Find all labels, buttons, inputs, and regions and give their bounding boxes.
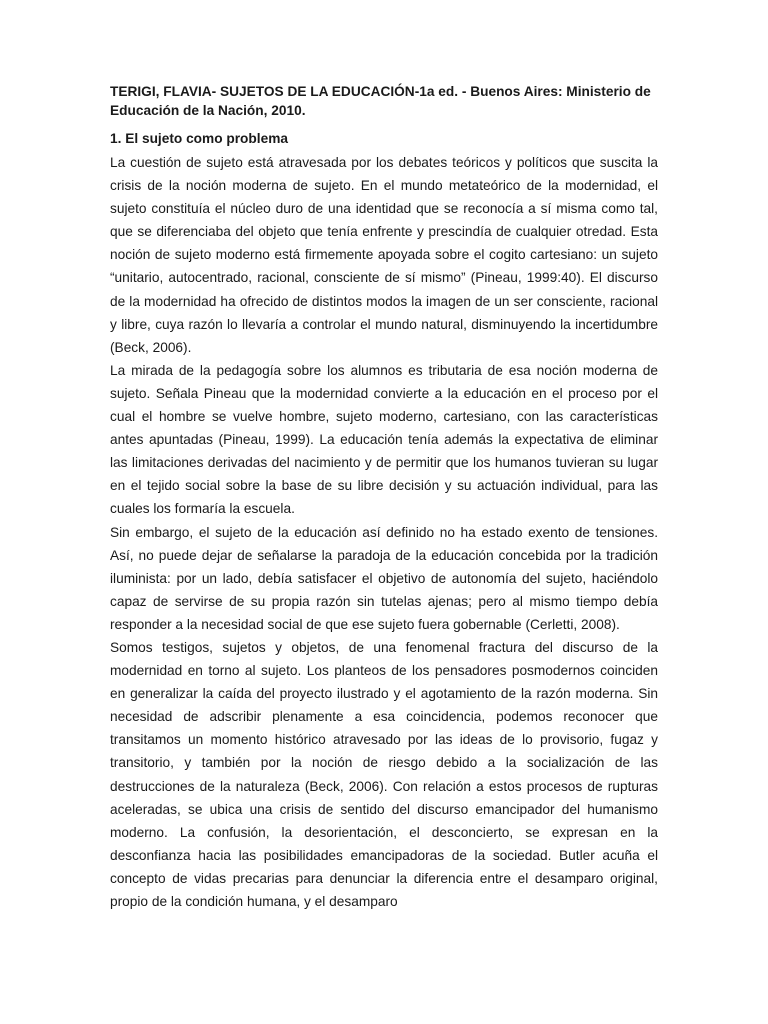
paragraph-1: La cuestión de sujeto está atravesada por los debates teóricos y políticos que suscita la crisis de la noción moderna de sujeto. En el mundo metateórico de la modernidad, el sujeto constituía el núcleo duro de una identidad que se reconocía a sí misma como tal, que se diferenciaba del objeto que tenía enfrente y prescindía de cualquier otredad. Esta noción de sujeto moderno está firmemente apoyada sobre el cogito cartesiano: un sujeto “unitario, autocentrado, racional, consciente de sí mismo” (Pineau, 1999:40). El discurso de la modernidad ha ofrecido de distintos modos la imagen de un ser consciente, racional y libre, cuya razón lo llevaría a controlar el mundo natural, disminuyendo la incertidumbre (Beck, 2006).: [110, 155, 658, 355]
section-title: 1. El sujeto como problema: [110, 131, 288, 146]
paragraph-4: Somos testigos, sujetos y objetos, de una fenomenal fractura del discurso de la modernidad en torno al sujeto. Los planteos de los pensadores posmodernos coinciden en generalizar la caída del proyecto ilustrado y el agotamiento de la razón moderna. Sin necesidad de adscribir plenamente a esa coincidencia, podemos reconocer que transitamos un momento histórico atravesado por las ideas de lo provisorio, fugaz y transitorio, y también por la noción de riesgo debido a la socialización de las destrucciones de la naturaleza (Beck, 2006). Con relación a estos procesos de rupturas aceleradas, se ubica una crisis de sentido del discurso emancipador del humanismo moderno. La confusión, la desorientación, el desconcierto, se expresan en la desconfianza hacia las posibilidades emancipadoras de la sociedad. Butler acuña el concepto de vidas precarias para denunciar la diferencia entre el desamparo original, propio de la condición humana, y el desamparo: [110, 639, 658, 909]
paragraph-3: Sin embargo, el sujeto de la educación así definido no ha estado exento de tensiones. Así, no puede dejar de señalarse la paradoja de la educación concebida por la tradición iluminista: por un lado, debía satisfacer el objetivo de autonomía del sujeto, haciéndolo capaz de servirse de su propia razón sin tutelas ajenas; pero al mismo tiempo debía responder a la necesidad social de que ese sujeto fuera gobernable (Cerletti, 2008).: [110, 524, 658, 632]
paragraph-2: La mirada de la pedagogía sobre los alumnos es tributaria de esa noción moderna de sujeto. Señala Pineau que la modernidad convierte a la educación en el proceso por el cual el hombre se vuelve hombre, sujeto moderno, cartesiano, con las características antes apuntadas (Pineau, 1999). La educación tenía además la expectativa de eliminar las limitaciones derivadas del nacimiento y de permitir que los humanos tuvieran su lugar en el tejido social sobre la base de su libre decisión y su actuación individual, para las cuales los formaría la escuela.: [110, 362, 658, 517]
document-page: [110, 82, 658, 913]
bibliographic-citation: TERIGI, FLAVIA- SUJETOS DE LA EDUCACIÓN-1a ed. - Buenos Aires: Ministerio de Educación de la Nación, 2010.: [110, 84, 651, 118]
